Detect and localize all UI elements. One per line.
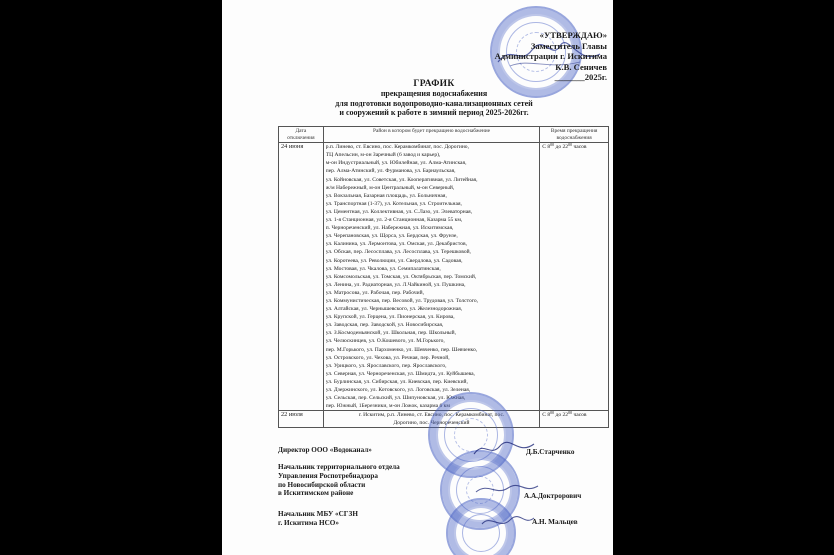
area-line: ул. Коротеева, ул. Революции, ул. Свердлова, ул. Садовая, [325, 257, 463, 264]
area-line: ул. Бурлинская, ул. Сибирская, ул. Киевская, пер. Киевский, [325, 378, 468, 385]
area-line: ул. Калинина, ул. Лермонтова, ул. Омская, ул. Декабристов, [325, 241, 467, 248]
area-line: ул. Обская, пер. Лесосплава, ул. Лесосплава, ул. Терешковой, [325, 249, 471, 256]
area-line: ул. Заводская, пер. Заводской, ул. Новосибирская, [325, 322, 444, 329]
area-line: ул. Транспортная (1-37), ул. Котельная, ул. Строительная, [325, 200, 462, 207]
area-line: пер. Южный, 1Березники, м-он Ложок, казарма 6 км [325, 403, 450, 410]
row-area [323, 143, 540, 411]
mbu-line-2: г. Искитима НСО» [278, 518, 339, 527]
time-suffix: часов [572, 144, 587, 151]
mbu-signature [478, 512, 538, 532]
area-line: р.п. Линево, ст. Евсино, пос. Керамкомбинат, пос. Дорогино, [325, 144, 469, 151]
area-line: ул. Урицкого, ул. Ярославского, пер. Ярославского, [325, 362, 447, 369]
area-line: ул. Коммунистическая, пер. Весовой, ул. Трудовая, ул. Толстого, [325, 297, 479, 304]
time-to-min: 00 [568, 410, 573, 416]
time-to: до 22 [554, 144, 569, 151]
document-subtitle-1: прекращения водоснабжения [380, 89, 488, 99]
table-row [279, 143, 609, 411]
header-time-line2: водоснабжения [556, 134, 592, 141]
area-line: ул. Матросова, ул. Рабочая, пер. Рабочий, [325, 289, 425, 296]
area-line: ул. Алтайская, ул. Чернышевского, ул. Железнодорожная, [325, 306, 463, 313]
area-line: ул. Челюскинцев, ул. О.Кошевого, ул. М.Горького, [325, 338, 445, 345]
area-line: ул. З.Космодемьянской, ул. Школьная, пер. Школьный, [325, 330, 457, 337]
row-time [540, 143, 609, 411]
rpn-line-3: по Новосибирской области [278, 480, 366, 489]
header-area: Район в котором будет прекращено водоснабжение [323, 127, 540, 143]
area-line: ул. Мостовая, ул. Чкалова, ул. Семипалатинская, [325, 265, 441, 272]
director-name: Д.Б.Старченко [526, 448, 575, 456]
area-line: п. Чернореченский, ул. Набережная, ул. Искитимская, [325, 225, 454, 232]
area-line: ул. Койновская, ул. Советская, ул. Кооперативная, ул. Литейная, [325, 176, 478, 183]
footer-director [278, 446, 372, 455]
time-to-min: 00 [568, 142, 573, 148]
director-title: Директор ООО «Водоканал» [278, 446, 372, 454]
area-line: ул. Дзержинского, ул. Котовского, ул. Логовская, ул. Зеленая, [325, 387, 471, 393]
area-line: ул. 1-я Станционная, ул. 2-я Станционная, Казарма 55 км, [325, 217, 463, 224]
document-page [222, 0, 613, 555]
rpn-line-1: Начальник территориального отдела [278, 463, 400, 471]
area-line: ул. Сельская, пер. Сельский, ул. Шипуновская, ул. Южная, [325, 395, 466, 402]
area-line: ул. Островского, ул. Чехова, ул. Речная, пер. Речной, [325, 354, 450, 361]
footer-mbu [278, 510, 358, 528]
footer-rpn [278, 463, 400, 498]
header-time [540, 127, 609, 143]
approval-label: «УТВЕРЖДАЮ» [539, 30, 607, 40]
row-date: 24 июня [279, 143, 324, 411]
time-from-min: 00 [550, 142, 555, 148]
mbu-name: А.Н. Мальцев [532, 518, 578, 526]
area-line: Дорогино, пос. Чернореченский [393, 420, 470, 427]
schedule-table [278, 126, 609, 428]
row-time [540, 411, 609, 428]
time-from-min: 00 [550, 410, 555, 416]
time-suffix: часов [572, 412, 587, 419]
header-time-line1: Время прекращения [550, 128, 598, 134]
rpn-name: А.А.Доктрорович [524, 492, 582, 500]
area-line: ул. Северная, ул. Чернореченская, ул. Шмидта, ул. Куйбышева, [325, 370, 475, 377]
area-line: ул. Комсомольская, ул. Томская, ул. Октябрьская, пер. Томский, [325, 273, 477, 280]
document-subtitle-2: для подготовки водопроводно-канализационных сетей [335, 98, 533, 108]
document-title: ГРАФИК [413, 79, 455, 89]
area-line: ул. Вокзальная, Базарная площадь, ул. Больничная, [325, 192, 447, 199]
area-line: ТЦ Апельсин, м-он Заречный (6 завод и карьер), [325, 152, 441, 159]
rpn-line-2: Управления Роспотребнадзора [278, 471, 378, 480]
area-line: пер. М.Горького, ул. Пархоменко, ул. Шевченко, пер. Шевченко, [325, 346, 478, 353]
area-line: ул. Крупской, ул. Герцена, ул. Пионерская, ул. Кирова, [325, 314, 455, 321]
header-date-line2: отключения [287, 134, 315, 141]
area-line: ул. Цементная, ул. Коллективная, ул. С.Лазо, ул. Элеваторная, [325, 208, 473, 215]
area-line: пер. Алма-Атинский, ул. Фурманова, ул. Барнаульская, [325, 168, 456, 175]
row-date: 22 июля [279, 411, 324, 428]
mbu-line-1: Начальник МБУ «СГЗН [278, 510, 358, 518]
document-header [324, 80, 544, 118]
approval-block [489, 30, 607, 83]
approval-name: К.В. Сеничев [555, 61, 607, 72]
header-date-line1: Дата [295, 128, 307, 134]
time-from: С 8 [542, 144, 551, 151]
table-header-row [279, 127, 609, 143]
approval-date: _______2025г. [554, 72, 607, 83]
area-line: ул. Ленина, ул. Радиаторная, ул. Л.Чайкиной, ул. Пушкина, [325, 281, 466, 288]
header-date [279, 127, 324, 143]
time-from: С 8 [542, 412, 551, 419]
area-line: г. Искитим, р.п. Линево, ст. Евсино, пос. Керамкомбинат, пос. [358, 412, 505, 419]
approval-position-2: Администрации г. Искитима [494, 51, 607, 62]
area-line: ж/м Набережный, м-он Центральный, м-он Северный, [325, 184, 455, 191]
rpn-line-4: в Искитимском районе [278, 489, 354, 498]
area-line: м-он Индустриальный, ул. Юбилейная, ул. Алма-Атинская, [325, 160, 467, 167]
time-to: до 22 [554, 412, 569, 419]
document-subtitle-3: и сооружений к работе в зимний период 2025-2026гг. [339, 108, 529, 118]
area-line: ул. Черепановская, ул. Щорса, ул. Бердская, ул. Фрунзе, [325, 233, 458, 240]
approval-position-1: Заместитель Главы [530, 40, 607, 51]
